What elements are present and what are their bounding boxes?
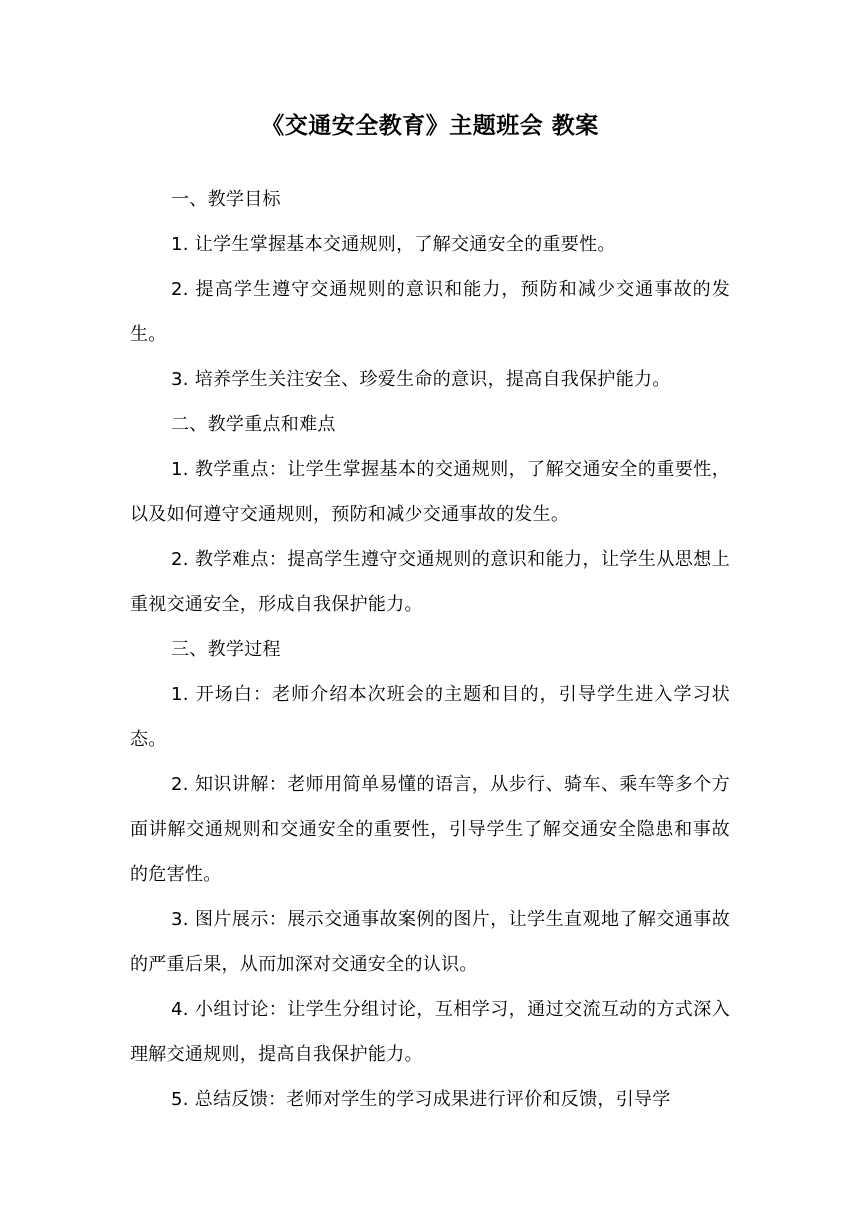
key-point-item: 1. 教学重点：让学生掌握基本的交通规则，了解交通安全的重要性，以及如何遵守交通规则，预防和减少交通事故的发生。 <box>130 459 730 525</box>
document-title: 《交通安全教育》主题班会 教案 <box>261 113 599 139</box>
process-step: 3. 图片展示：展示交通事故案例的图片，让学生直观地了解交通事故的严重后果，从而加深对交通安全的认识。 <box>130 909 730 975</box>
process-step: 1. 开场白：老师介绍本次班会的主题和目的，引导学生进入学习状态。 <box>130 684 730 750</box>
process-step: 2. 知识讲解：老师用简单易懂的语言，从步行、骑车、乘车等多个方面讲解交通规则和交通安全的重要性，引导学生了解交通安全隐患和事故的危害性。 <box>130 774 730 885</box>
process-step: 5. 总结反馈：老师对学生的学习成果进行评价和反馈，引导学 <box>171 1089 671 1110</box>
section-heading-objectives: 一、教学目标 <box>171 189 281 210</box>
objective-item: 3. 培养学生关注安全、珍爱生命的意识，提高自我保护能力。 <box>171 369 671 390</box>
section-heading-process: 三、教学过程 <box>171 639 281 660</box>
document-body <box>130 177 730 1122</box>
key-point-item: 2. 教学难点：提高学生遵守交通规则的意识和能力，让学生从思想上重视交通安全，形成自我保护能力。 <box>130 549 730 615</box>
objective-item: 2. 提高学生遵守交通规则的意识和能力，预防和减少交通事故的发生。 <box>130 279 730 345</box>
section-heading-key-points: 二、教学重点和难点 <box>171 414 336 435</box>
objective-item: 1. 让学生掌握基本交通规则，了解交通安全的重要性。 <box>171 234 616 255</box>
process-step: 4. 小组讨论：让学生分组讨论，互相学习，通过交流互动的方式深入理解交通规则，提高自我保护能力。 <box>130 999 730 1065</box>
